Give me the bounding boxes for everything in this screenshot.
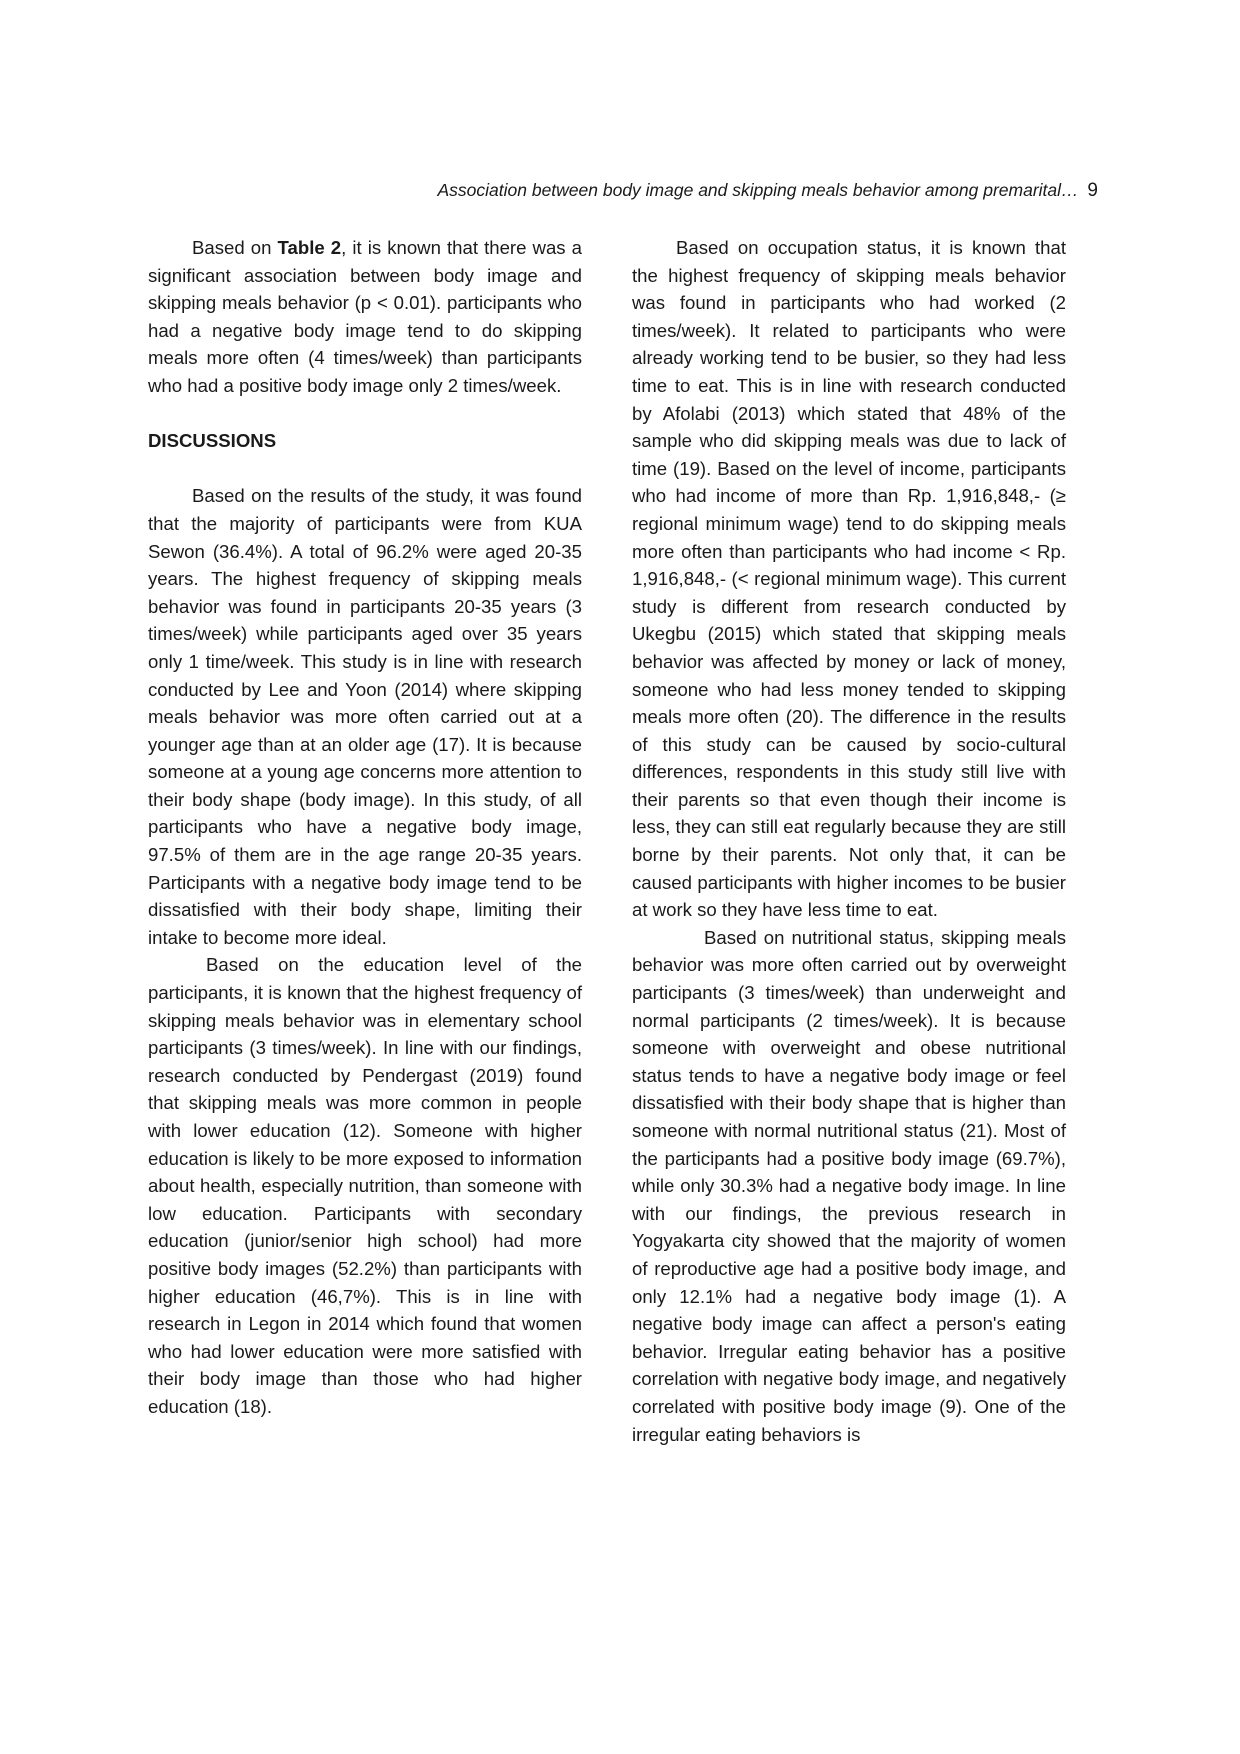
page-number: 9: [1087, 180, 1098, 201]
table-reference: Table 2: [277, 237, 342, 258]
results-paragraph-body: , it is known that there was a significant association between body image and skipping meals behavior (p < 0.01). participants who had a negative body image tend to do skipping meals more often (4 times/week) than participants who had a positive body image only 2 times/week.: [148, 237, 582, 396]
discussion-education-paragraph: Based on the education level of the participants, it is known that the highest frequency of skipping meals behavior was in elementary school participants (3 times/week). In line with our findings, research conducted by Pendergast (2019) found that skipping meals was more common in people with lower education (12). Someone with higher education is likely to be more exposed to information about health, especially nutrition, than someone with low education. Participants with secondary education (junior/senior high school) had more positive body images (52.2%) than participants with higher education (46,7%). This is in line with research in Legon in 2014 which found that women who had lower education were more satisfied with their body image than those who had higher education (18).: [148, 954, 582, 1417]
running-header: [380, 178, 1098, 203]
results-paragraph-lead: Based on: [192, 237, 278, 258]
discussion-occupation-paragraph: Based on occupation status, it is known that the highest frequency of skipping meals behavior was found in participants who had worked (2 times/week). It related to participants who were already working tend to be busier, so they had less time to eat. This is in line with research conducted by Afolabi (2013) which stated that 48% of the sample who did skipping meals was due to lack of time (19). Based on the level of income, participants who had income of more than Rp. 1,916,848,- (≥ regional minimum wage) tend to do skipping meals more often than participants who had income < Rp. 1,916,848,- (< regional minimum wage). This current study is different from research conducted by Ukegbu (2015) which stated that skipping meals behavior was affected by money or lack of money, someone who had less money tended to skipping meals more often (20). The difference in the results of this study can be caused by socio-cultural differences, respondents in this study still live with their parents so that even though their income is less, they can still eat regularly because they are still borne by their parents. Not only that, it can be caused participants with higher incomes to be busier at work so they have less time to eat.: [632, 237, 1066, 921]
results-paragraph: [148, 234, 582, 400]
discussion-nutrition-paragraph: Based on nutritional status, skipping meals behavior was more often carried out by overweight participants (3 times/week) than underweight and normal participants (2 times/week). It is because someone with overweight and obese nutritional status tends to have a negative body image or feel dissatisfied with their body shape that is higher than someone with normal nutritional status (21). Most of the participants had a positive body image (69.7%), while only 30.3% had a negative body image. In line with our findings, the previous research in Yogyakarta city showed that the majority of women of reproductive age had a positive body image, and only 12.1% had a negative body image (1). A negative body image can affect a person's eating behavior. Irregular eating behavior has a positive correlation with negative body image, and negatively correlated with positive body image (9). One of the irregular eating behaviors is: [632, 926, 1066, 1445]
section-heading-discussions: DISCUSSIONS: [148, 430, 277, 452]
discussion-age-paragraph: Based on the results of the study, it was found that the majority of participants were from KUA Sewon (36.4%). A total of 96.2% were aged 20-35 years. The highest frequency of skipping meals behavior was found in participants 20-35 years (3 times/week) while participants aged over 35 years only 1 time/week. This study is in line with research conducted by Lee and Yoon (2014) where skipping meals behavior was more often carried out at a younger age than at an older age (17). It is because someone at a young age concerns more attention to their body shape (body image). In this study, of all participants who have a negative body image, 97.5% of them are in the age range 20-35 years. Participants with a negative body image tend to be dissatisfied with their body shape, limiting their intake to become more ideal.: [148, 485, 582, 948]
running-title: Association between body image and skipping meals behavior among premarital…: [437, 180, 1079, 200]
left-column: [148, 234, 582, 1421]
right-column: [632, 234, 1066, 1448]
